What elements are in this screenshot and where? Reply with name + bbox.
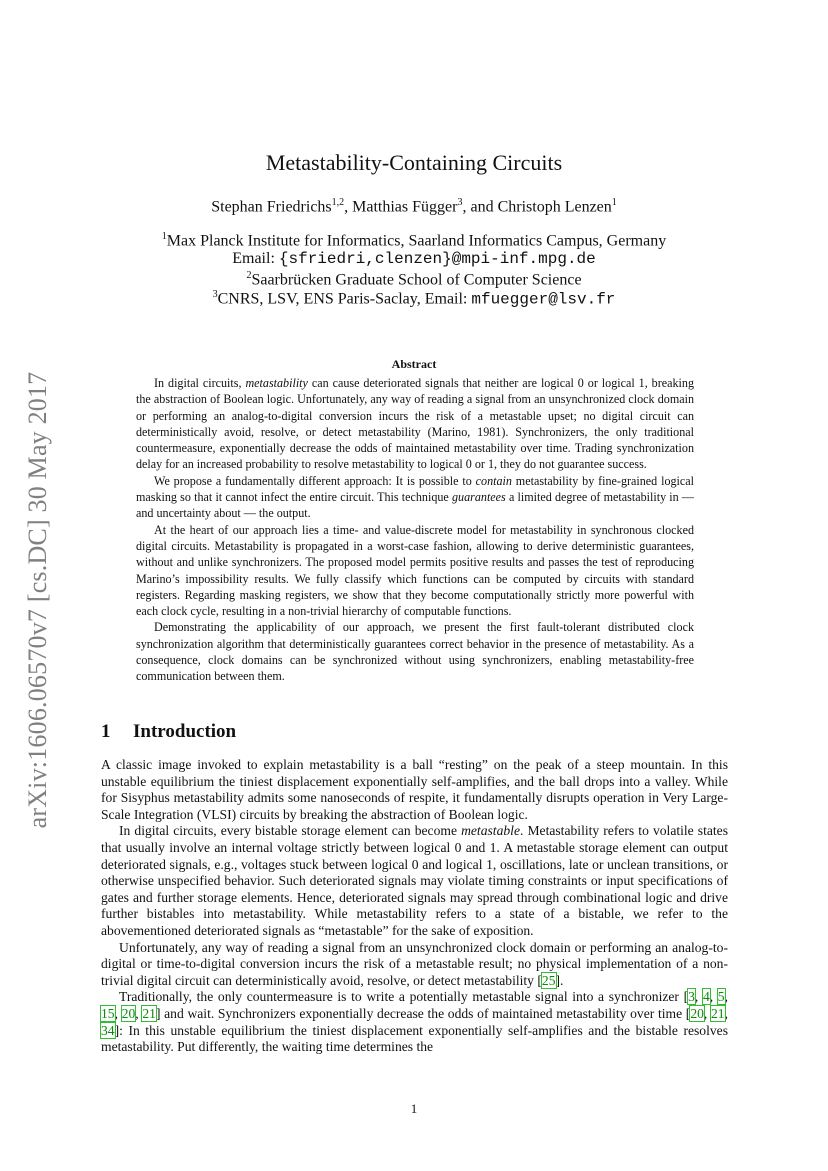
affiliation-3 bbox=[0, 289, 828, 308]
abstract-paragraph: Demonstrating the applicability of our approach, we present the first fault-tolerant distributed clock synchronization algorithm that deterministically guarantees correct behavior in the presence of metastability. As a consequence, clock domains can be synchronized without using synchronizers, enabling metastability-free communication between them. bbox=[136, 620, 694, 684]
email-address: mfuegger@lsv.fr bbox=[471, 290, 616, 309]
affiliation-text: Saarbrücken Graduate School of Computer Science bbox=[251, 271, 582, 289]
abstract-paragraph: At the heart of our approach lies a time- and value-discrete model for metastability in synchronous clocked digital circuits. Metastability is propagated in a worst-case fashion, allowing to derive deterministic guarantees, without and unlike synchronizers. The proposed model permits positive results and passes the test of reproducing Marino’s impossibility results. We fully classify which functions can be computed by circuits with standard registers. Regarding masking registers, we show that they become computationally strictly more powerful with each clock cycle, resulting in a non-trivial hierarchy of computable functions. bbox=[136, 522, 694, 619]
citation-link[interactable]: 5 bbox=[717, 989, 725, 1005]
arxiv-identifier-stamp: arXiv:1606.06570v7 [cs.DC] 30 May 2017 bbox=[23, 371, 52, 829]
author-name: Stephan Friedrichs bbox=[211, 198, 332, 216]
emphasis: metastability bbox=[245, 376, 308, 390]
body-paragraph: Traditionally, the only countermeasure is to write a potentially metastable signal into a synchronizer [3, 4, 5, 15, 20, 21] and wait. Synchronizers exponentially decrease the odds of maintained metastability over time [20, 21, 34]: In this unstable equilibrium the tiniest displacement exponentially self-amplifies and the bistable resolves metastability. Put differently, the waiting time determines the bbox=[101, 989, 728, 1055]
text-run: ] and wait. Synchronizers exponentially decrease the odds of maintained metastability over time [ bbox=[155, 1005, 691, 1021]
text-run: can cause deteriorated signals that neither are logical 0 or logical 1, breaking the abstraction of Boolean logic. Unfortunately, any way of reading a signal from an unsynchronized clock domain or performing an analog-to-digital conversion incurs the risk of a metastable upset; no digital circuit can deterministically avoid, resolve, or detect metastability (Marino, 1981). Synchronizers, the only traditional countermeasure, exponentially decrease the odds of maintained metastability over time. Trading synchronization delay for an increased probability to resolve metastability to logical 0 or 1, they do not guarantee success. bbox=[136, 376, 694, 472]
citation-link[interactable]: 20 bbox=[690, 1005, 704, 1021]
citation-link[interactable]: 21 bbox=[142, 1005, 156, 1021]
affiliation-text: Max Planck Institute for Informatics, Saarland Informatics Campus, Germany bbox=[166, 232, 667, 250]
citation-link[interactable]: 25 bbox=[541, 972, 556, 988]
abstract-heading: Abstract bbox=[391, 357, 437, 371]
text-run: metastability by fine-grained logical masking so that it cannot infect the entire circuit. This technique bbox=[136, 473, 694, 505]
page-number: 1 bbox=[410, 1101, 418, 1116]
author-separator: , bbox=[344, 198, 353, 216]
text-run: In digital circuits, bbox=[154, 376, 246, 390]
citation-link[interactable]: 34 bbox=[101, 1022, 115, 1038]
author-name: Matthias Függer bbox=[352, 198, 458, 216]
affiliation-1-email bbox=[0, 250, 828, 268]
text-run: In digital circuits, every bistable storage element can become bbox=[119, 823, 462, 839]
abstract-paragraph bbox=[136, 473, 694, 522]
affiliation-marker: 2 bbox=[246, 270, 252, 281]
text-run: ]. bbox=[555, 972, 564, 988]
text-run: We propose a fundamentally different approach: It is possible to bbox=[154, 473, 476, 488]
email-address: {sfriedri,clenzen}@mpi-inf.mpg.de bbox=[278, 250, 596, 268]
text-run: . Metastability refers to volatile states that usually involve an internal voltage strictly between logical 0 and 1. A metastable storage element can output deteriorated signals, e.g., voltages stuck between logical 0 and logical 1, oscillations, late or unclean transitions, or otherwise unspecified behavior. Such deteriorated signals may violate timing constraints or input specifications of gates and further storage elements. Hence, deteriorated signals may spread through combinational logic and drive further bistables into metastability. While metastability refers to a state of a bistable, we refer to the abovementioned deteriorated signals as “metastable” for the sake of exposition. bbox=[101, 823, 728, 938]
citation-link[interactable]: 4 bbox=[702, 989, 710, 1005]
affiliation-2 bbox=[0, 270, 828, 289]
body-paragraph bbox=[101, 823, 728, 939]
body-paragraph bbox=[101, 940, 728, 990]
author-affiliation-marker: 1 bbox=[611, 197, 617, 208]
body-paragraph: A classic image invoked to explain metastability is a ball “resting” on the peak of a steep mountain. In this unstable equilibrium the tiniest displacement exponentially self-amplifies, and the ball drops into a valley. While for Sisyphus metastability admits some nanoseconds of respite, it fundamentally disrupts operation in Very Large-Scale Integration (VLSI) circuits by breaking the abstraction of Boolean logic. bbox=[101, 757, 728, 822]
author-affiliation-marker: 1,2 bbox=[331, 197, 345, 208]
introduction-body bbox=[101, 757, 728, 1056]
affiliation-1 bbox=[0, 231, 828, 250]
citation-link[interactable]: 15 bbox=[101, 1005, 115, 1021]
emphasis: guarantees bbox=[452, 490, 506, 505]
text-run: Unfortunately, any way of reading a signal from an unsynchronized clock domain or performing an analog-to-digital or time-to-digital conversion incurs the risk of a metastable result; no physical implementation of a non-trivial digital circuit can deterministically avoid, resolve, or detect metastability [ bbox=[101, 939, 728, 988]
emphasis: metastable bbox=[461, 823, 520, 839]
author-affiliation-marker: 3 bbox=[457, 197, 463, 208]
abstract-paragraph bbox=[136, 375, 694, 473]
citation-link[interactable]: 20 bbox=[121, 1005, 136, 1021]
section-number: 1 bbox=[101, 721, 111, 742]
affiliation-text: CNRS, LSV, ENS Paris-Saclay, Email: bbox=[217, 290, 472, 308]
text-run: a limited degree of metastability in — and uncertainty about — the output. bbox=[136, 490, 694, 521]
emphasis: contain bbox=[475, 473, 512, 488]
text-run: ]: In this unstable equilibrium the tiniest displacement exponentially self-amplifies and the bistable resolves metastability. Put differently, the waiting time determines the bbox=[101, 1022, 728, 1055]
citation-link[interactable]: 21 bbox=[711, 1005, 725, 1021]
author-list bbox=[0, 197, 828, 216]
affiliation-marker: 3 bbox=[212, 289, 218, 300]
abstract-body bbox=[136, 375, 694, 685]
affiliation-marker: 1 bbox=[161, 231, 167, 242]
section-title: Introduction bbox=[133, 721, 237, 742]
author-separator: , and bbox=[462, 198, 498, 216]
citation-link[interactable]: 3 bbox=[688, 989, 695, 1005]
section-heading bbox=[101, 721, 236, 743]
author-name: Christoph Lenzen bbox=[497, 198, 612, 216]
text-run: Traditionally, the only countermeasure is to write a potentially metastable signal into a synchronizer [ bbox=[119, 989, 689, 1005]
email-label: Email: bbox=[232, 250, 279, 267]
paper-title: Metastability-Containing Circuits bbox=[265, 150, 563, 175]
